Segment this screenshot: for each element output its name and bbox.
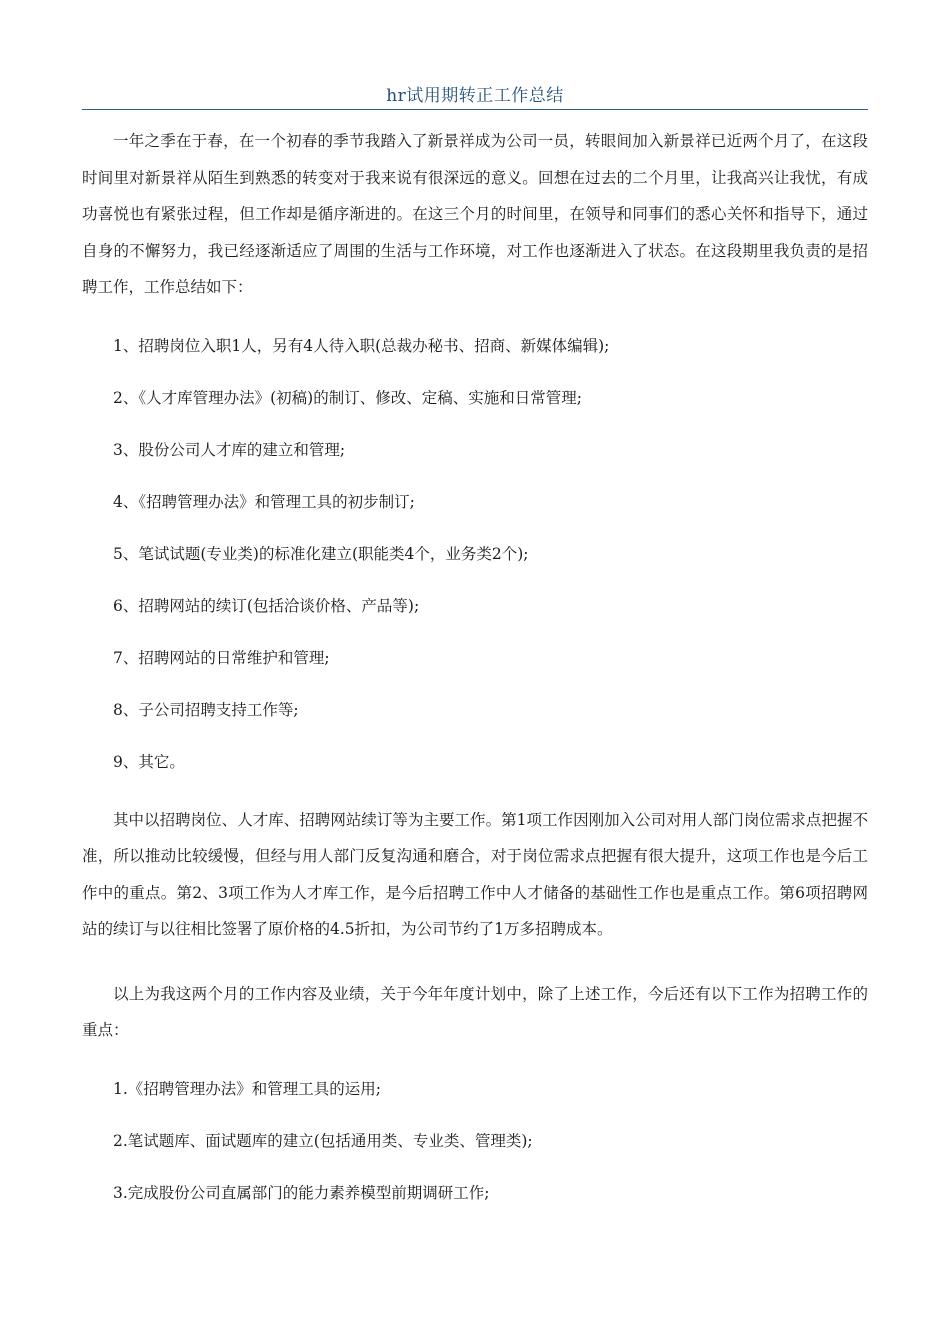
work-item-6: 6、招聘网站的续订(包括洽谈价格、产品等); bbox=[113, 596, 420, 615]
plan-intro-paragraph: 以上为我这两个月的工作内容及业绩，关于今年年度计划中，除了上述工作，今后还有以下工作为招聘工作的重点： bbox=[82, 984, 868, 1039]
document-body bbox=[82, 123, 868, 1205]
work-item-4: 4、《招聘管理办法》和管理工具的初步制订; bbox=[113, 492, 415, 511]
work-item-7: 7、招聘网站的日常维护和管理; bbox=[113, 648, 330, 667]
plan-item-1: 1.《招聘管理办法》和管理工具的运用; bbox=[113, 1079, 382, 1098]
work-item-9: 9、其它。 bbox=[113, 752, 185, 771]
work-item-5: 5、笔试试题(专业类)的标准化建立(职能类4个，业务类2个); bbox=[113, 544, 529, 563]
plan-item-2: 2.笔试题库、面试题库的建立(包括通用类、专业类、管理类); bbox=[113, 1131, 533, 1150]
work-item-8: 8、子公司招聘支持工作等; bbox=[113, 700, 299, 719]
work-item-2: 2、《人才库管理办法》(初稿)的制订、修改、定稿、实施和日常管理; bbox=[113, 388, 582, 407]
intro-paragraph: 一年之季在于春，在一个初春的季节我踏入了新景祥成为公司一员，转眼间加入新景祥已近两个月了，在这段时间里对新景祥从陌生到熟悉的转变对于我来说有很深远的意义。回想在过去的二个月里，让我高兴让我忧，有成功喜悦也有紧张过程，但工作却是循序渐进的。在这三个月的时间里，在领导和同事们的悉心关怀和指导下，通过自身的不懈努力，我已经逐渐适应了周围的生活与工作环境，对工作也逐渐进入了状态。在这段期里我负责的是招聘工作，工作总结如下： bbox=[82, 132, 868, 296]
plan-item-3: 3.完成股份公司直属部门的能力素养模型前期调研工作; bbox=[113, 1183, 490, 1202]
document-title: hr试用期转正工作总结 bbox=[386, 86, 564, 106]
title-underline bbox=[82, 109, 868, 110]
work-item-3: 3、股份公司人才库的建立和管理; bbox=[113, 440, 346, 459]
summary-paragraph: 其中以招聘岗位、人才库、招聘网站续订等为主要工作。第1项工作因刚加入公司对用人部门岗位需求点把握不准，所以推动比较缓慢，但经与用人部门反复沟通和磨合，对于岗位需求点把握有很大提升，这项工作也是今后工作中的重点。第2、3项工作为人才库工作，是今后招聘工作中人才储备的基础性工作也是重点工作。第6项招聘网站的续订与以往相比签署了原价格的4.5折扣，为公司节约了1万多招聘成本。 bbox=[82, 810, 868, 938]
work-item-1: 1、招聘岗位入职1人，另有4人待入职(总裁办秘书、招商、新媒体编辑); bbox=[113, 336, 610, 355]
